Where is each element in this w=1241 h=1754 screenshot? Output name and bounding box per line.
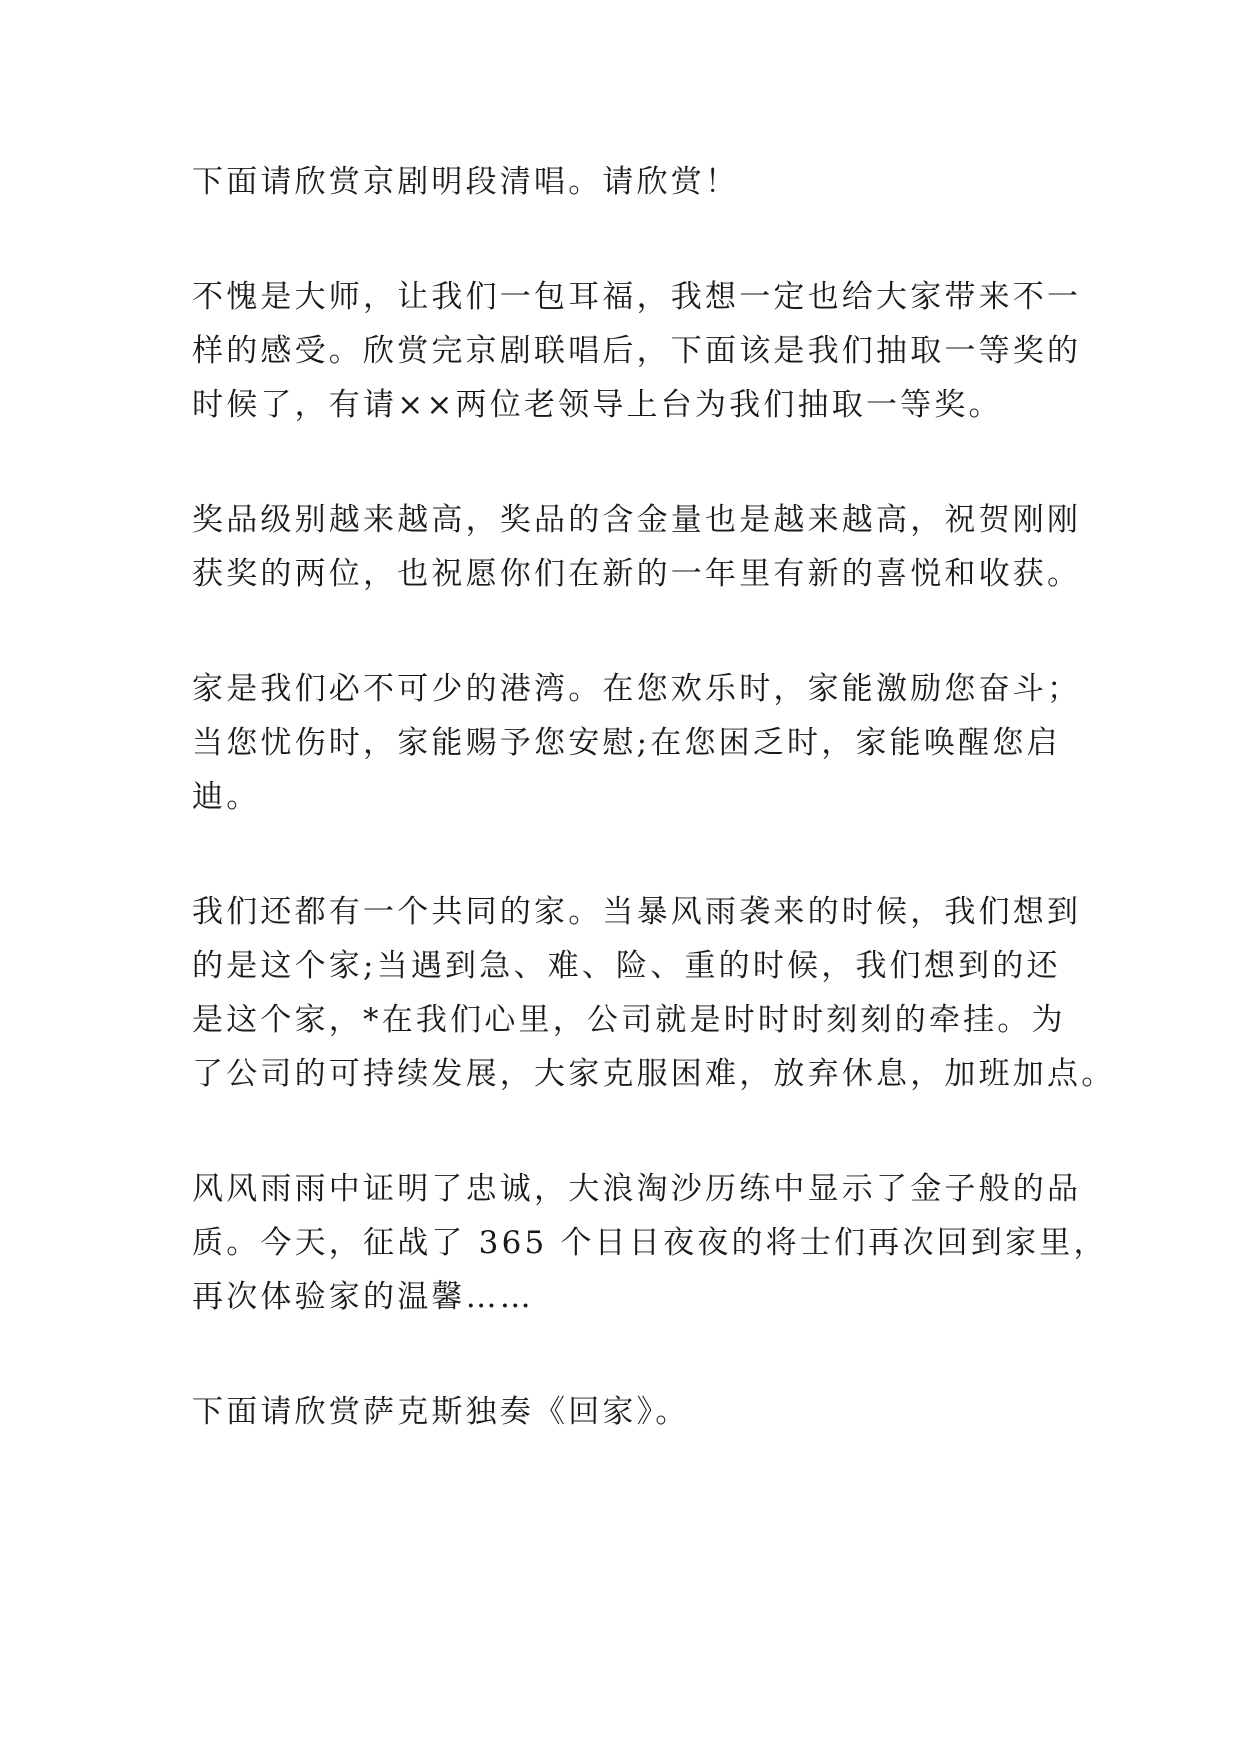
paragraph-line: 质。今天，征战了 365 个日日夜夜的将士们再次回到家里， (192, 1225, 1108, 1261)
paragraph-line: 了公司的可持续发展，大家克服困难，放弃休息，加班加点。 (192, 1056, 1116, 1092)
paragraph-line: 下面请欣赏京剧明段清唱。请欣赏！ (192, 164, 740, 200)
paragraph-line: 当您忧伤时，家能赐予您安慰;在您困乏时，家能唤醒您启 (192, 725, 1061, 761)
paragraph-line: 时候了，有请××两位老领导上台为我们抽取一等奖。 (192, 387, 1003, 423)
paragraph-line: 下面请欣赏萨克斯独奏《回家》。 (192, 1394, 690, 1430)
paragraph-1 (192, 155, 1072, 209)
paragraph-line: 再次体验家的温馨…… (192, 1279, 534, 1315)
paragraph-line: 不愧是大师，让我们一包耳福，我想一定也给大家带来不一 (192, 279, 1082, 315)
paragraph-line: 获奖的两位，也祝愿你们在新的一年里有新的喜悦和收获。 (192, 556, 1082, 592)
paragraph-4 (192, 662, 1082, 824)
paragraph-line: 样的感受。欣赏完京剧联唱后，下面该是我们抽取一等奖的 (192, 333, 1082, 369)
paragraph-line: 奖品级别越来越高，奖品的含金量也是越来越高，祝贺刚刚 (192, 502, 1082, 538)
paragraph-line: 风风雨雨中证明了忠诚，大浪淘沙历练中显示了金子般的品 (192, 1171, 1082, 1207)
paragraph-6 (192, 1162, 1108, 1324)
paragraph-line: 我们还都有一个共同的家。当暴风雨袭来的时候，我们想到 (192, 894, 1082, 930)
paragraph-5 (192, 885, 1116, 1101)
paragraph-7 (192, 1385, 1072, 1439)
paragraph-line: 是这个家，*在我们心里，公司就是时时时刻刻的牵挂。为 (192, 1002, 1066, 1038)
paragraph-3 (192, 493, 1082, 601)
paragraph-line: 家是我们必不可少的港湾。在您欢乐时，家能激励您奋斗； (192, 671, 1082, 707)
paragraph-line: 迪。 (192, 779, 261, 815)
document-page (192, 155, 1116, 1500)
paragraph-line: 的是这个家;当遇到急、难、险、重的时候，我们想到的还 (192, 948, 1061, 984)
paragraph-2 (192, 270, 1082, 432)
